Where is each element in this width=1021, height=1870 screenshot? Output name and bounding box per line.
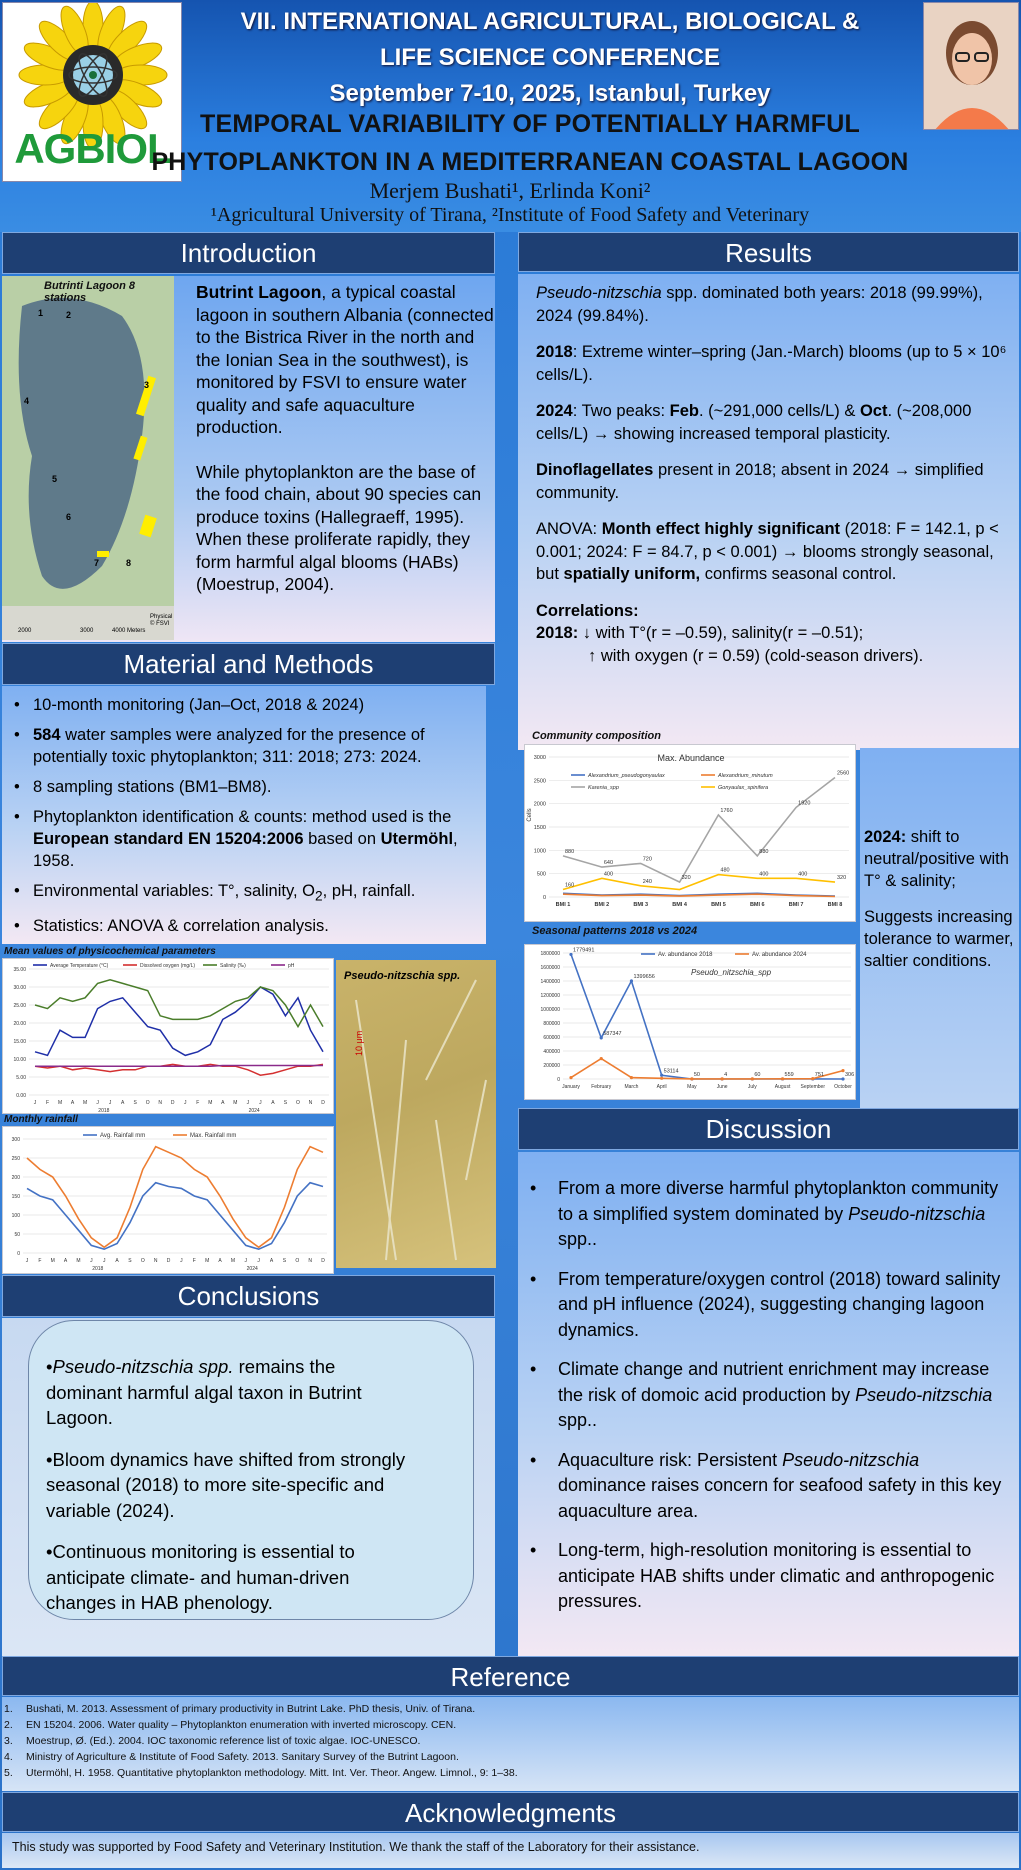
x-tick-label: M [233, 1100, 238, 1106]
conference-name-line1: VII. INTERNATIONAL AGRICULTURAL, BIOLOGICAL & [240, 8, 860, 35]
x-tick-label: J [96, 1100, 99, 1106]
x-tick-label: M [76, 1258, 81, 1264]
x-tick-label: A [120, 1100, 125, 1106]
data-label: 306 [845, 1071, 855, 1078]
x-tick-label: October [834, 1084, 852, 1090]
x-tick-label: A [115, 1258, 119, 1264]
series-line-1 [571, 1059, 843, 1079]
lagoon-map-image [2, 276, 174, 640]
reference-text: EN 15204. 2006. Water quality – Phytoplankton enumeration with inverted microscopy. CEN. [26, 1719, 457, 1731]
x-tick-label: J [90, 1258, 93, 1264]
x-group-label: 2018 [92, 1266, 104, 1272]
x-tick-label: J [108, 1100, 112, 1106]
results-text [536, 282, 1014, 667]
results-item [536, 341, 1014, 386]
group-label: Dinoflagellates [536, 461, 654, 479]
results-side-note [864, 826, 1016, 972]
y-tick-label: 35.00 [13, 967, 26, 973]
x-tick-label: M [50, 1258, 55, 1264]
discussion-text: spp.. [558, 1410, 598, 1430]
data-label: 587347 [603, 1030, 622, 1037]
data-label: 751 [814, 1071, 824, 1078]
x-tick-label: N [308, 1100, 313, 1106]
y-tick-label: 1600000 [540, 965, 560, 971]
data-label: 1760 [720, 807, 733, 814]
results-item [536, 459, 1014, 504]
reference-number: 1. [4, 1703, 13, 1715]
data-label: 559 [784, 1071, 794, 1078]
conclusion-item: •Continuous monitoring is essential to anticipate climate- and human-driven changes in HAB phenology. [46, 1541, 355, 1613]
data-label: 4 [724, 1071, 728, 1078]
x-tick-label: J [246, 1100, 250, 1106]
x-tick-label: J [180, 1258, 183, 1264]
series-line-0 [27, 1183, 323, 1250]
y-tick-label: 3000 [533, 755, 546, 761]
map-station-label: 2 [66, 310, 72, 320]
x-tick-label: March [624, 1084, 639, 1090]
x-tick-label: N [308, 1258, 312, 1264]
discussion-item [530, 1176, 1008, 1253]
data-label: 240 [642, 878, 652, 885]
x-tick-label: S [282, 1258, 287, 1264]
community-caption: Community composition [532, 730, 661, 742]
x-tick-label: July [747, 1084, 757, 1090]
y-tick-label: 500 [536, 871, 546, 878]
y-tick-label: 200000 [543, 1063, 560, 1069]
data-label: 60 [754, 1071, 761, 1078]
map-station-label: 8 [126, 558, 132, 568]
x-tick-label: J [33, 1100, 37, 1106]
legend-entry: Av. abundance 2018 [658, 952, 713, 958]
y-tick-label: 5.00 [16, 1075, 26, 1081]
methods-item-text: water samples were analyzed for the presence of potentially toxic phytoplankton; 311: 2018; 273: 2024. [33, 726, 425, 766]
reference-item [4, 1701, 1004, 1717]
results-item [536, 600, 1014, 668]
y-tick-label: 800000 [543, 1021, 560, 1027]
results-item-text: . (~291,000 cells/L) & [698, 402, 860, 420]
microscope-caption: Pseudo-nitzschia spp. [344, 970, 461, 982]
x-tick-label: M [208, 1100, 213, 1106]
conference-date: September 7-10, 2025, Istanbul, Turkey [329, 80, 771, 107]
map-station-label: 6 [66, 512, 72, 522]
data-label: 53114 [663, 1068, 679, 1075]
results-item [536, 282, 1014, 327]
poster-title-line1: TEMPORAL VARIABILITY OF POTENTIALLY HARMFUL [199, 110, 860, 138]
data-label: 400 [603, 871, 614, 878]
data-point [600, 1057, 603, 1060]
year-label: 2024: [864, 828, 907, 846]
poster-title-line2: PHYTOPLANKTON IN A MEDITERRANEAN COASTAL LAGOON [151, 148, 909, 176]
discussion-text: Climate change and nutrient enrichment may increase the risk of domoic acid production by [558, 1359, 990, 1405]
data-label: 1920 [798, 800, 811, 807]
x-tick-label: J [244, 1258, 248, 1264]
reference-number: 2. [4, 1719, 13, 1731]
x-tick-label: J [257, 1258, 260, 1264]
methods-item-text: based on [303, 830, 381, 848]
reference-text: Moestrup, Ø. (Ed.). 2004. IOC taxonomic reference list of toxic algae. IOC-UNESCO. [26, 1735, 421, 1747]
map-station-label: 7 [94, 558, 100, 568]
conclusions-heading: Conclusions [2, 1275, 495, 1317]
x-tick-label: April [656, 1084, 667, 1090]
x-tick-label: M [230, 1258, 235, 1264]
discussion-list [530, 1176, 1008, 1629]
methods-item-text: Phytoplankton identification & counts: method used is the [33, 808, 452, 826]
x-tick-label: A [218, 1258, 222, 1264]
legend-entry: Dissolved oxygen (mg/L) [140, 963, 196, 969]
x-tick-label: BMI 2 [594, 902, 610, 908]
intro-paragraph-1: , a typical coastal lagoon in southern Albania (connected to the Bistrica River in the north and the Ionian Sea in the southwest), is monitored by FSVI to ensure water quality and safe aquaculture production. [196, 282, 494, 437]
taxon-name: Pseudo-nitzschia [848, 1203, 986, 1224]
x-tick-label: January [562, 1084, 580, 1090]
x-tick-label: O [296, 1100, 300, 1106]
rainfall-chart [2, 1126, 334, 1274]
x-tick-label: D [321, 1100, 325, 1106]
x-tick-label: D [166, 1258, 171, 1264]
discussion-text: From a more diverse harmful phytoplankton community to a simplified system dominated by [558, 1178, 999, 1224]
x-tick-label: S [283, 1100, 288, 1106]
discussion-heading: Discussion [518, 1108, 1019, 1150]
y-tick-label: 1000000 [540, 1007, 560, 1013]
results-item-text: ↓ with T°(r = –0.59), salinity(r = –0.51); [578, 624, 864, 642]
results-item-text: ↑ with oxygen (r = 0.59) (cold-season drivers). [588, 646, 924, 665]
x-tick-label: J [259, 1100, 262, 1106]
map-station-label: 4 [24, 396, 30, 406]
bullet: • [46, 1356, 53, 1377]
y-tick-label: 10.00 [13, 1057, 26, 1063]
diatom-chains-icon [336, 960, 496, 1268]
community-chart [524, 744, 856, 922]
data-label: 50 [693, 1071, 701, 1078]
discussion-item: • From temperature/oxygen control (2018) toward salinity and pH influence (2024), suggesting changing lagoon dynamics. [530, 1267, 1008, 1344]
methods-item: • 8 sampling stations (BM1–BM8). [8, 776, 486, 798]
x-tick-label: September [800, 1084, 826, 1090]
y-tick-label: 30.00 [13, 985, 26, 991]
results-item-text: ANOVA: [536, 520, 602, 538]
x-tick-label: M [57, 1100, 63, 1106]
y-tick-label: 20.00 [13, 1021, 26, 1027]
side-note-item [864, 826, 1016, 892]
methods-item-text: , 1958. [33, 830, 458, 870]
x-tick-label: O [140, 1258, 145, 1264]
results-item [536, 518, 1014, 586]
x-tick-label: M [83, 1100, 88, 1106]
legend-entry: Max. Rainfall mm [190, 1133, 237, 1139]
y-tick-label: 0 [542, 895, 546, 901]
conference-name-line2: LIFE SCIENCE CONFERENCE [379, 44, 721, 71]
reference-text: Utermöhl, H. 1958. Quantitative phytoplankton methodology. Mitt. Int. Ver. Theor. Angew. Limnol., 9: 1–38. [26, 1767, 518, 1779]
x-tick-label: BMI 6 [749, 902, 765, 908]
taxon-name: Pseudo-nitzschia spp. [52, 1356, 234, 1377]
y-tick-label: 150 [11, 1194, 20, 1200]
y-tick-label: 15.00 [13, 1039, 26, 1045]
results-item-text: spp. dominated both years: 2018 (99.99%), 2024 (99.84%). [536, 284, 983, 325]
y-tick-label: 1500 [533, 825, 546, 831]
x-tick-label: A [269, 1258, 274, 1264]
standard-name: European standard EN 15204:2006 [33, 830, 304, 848]
introduction-text [196, 281, 494, 618]
data-label: 160 [565, 882, 575, 889]
reference-text: Ministry of Agriculture & Institute of Food Safety. 2013. Sanitary Survey of the Butrint Lagoon. [26, 1751, 459, 1763]
y-axis-label: Cells [527, 808, 533, 822]
year-label: 2018: [536, 624, 579, 642]
data-label: 880 [565, 848, 575, 855]
data-label: 1399656 [633, 974, 655, 981]
seasonal-chart [524, 944, 856, 1100]
x-tick-label: BMI 8 [827, 902, 843, 908]
map-scale-label: 3000 [80, 628, 94, 634]
side-note-item: Suggests increasing tolerance to warmer, saltier conditions. [864, 908, 1014, 970]
x-tick-label: F [38, 1258, 42, 1264]
taxon-name: Pseudo-nitzschia [855, 1384, 993, 1405]
x-tick-label: BMI 7 [788, 902, 804, 908]
year-label: 2024 [536, 402, 573, 420]
x-tick-label: A [70, 1100, 75, 1106]
x-tick-label: D [170, 1100, 175, 1106]
data-point [630, 1076, 633, 1079]
data-label: 720 [642, 856, 652, 863]
anova-finding: spatially uniform, [563, 565, 701, 583]
y-tick-label: 1400000 [540, 979, 560, 985]
y-tick-label: 250 [11, 1156, 20, 1162]
seasonal-chart-svg [525, 945, 857, 1101]
results-item-text: . (~208,000 cells/L) → showing increased temporal plasticity. [536, 402, 972, 443]
methods-list [8, 694, 486, 945]
introduction-heading: Introduction [2, 232, 495, 274]
x-tick-label: O [295, 1258, 300, 1264]
data-label: 320 [681, 875, 691, 882]
data-label: 880 [759, 848, 769, 855]
rainfall-chart-svg [3, 1127, 335, 1275]
reference-number: 3. [4, 1735, 13, 1747]
methods-item: • 10-month monitoring (Jan–Oct, 2018 & 2024) [8, 694, 486, 716]
results-item-text: : Two peaks: [572, 402, 670, 420]
data-point [660, 1077, 663, 1080]
seasonal-caption: Seasonal patterns 2018 vs 2024 [532, 925, 698, 937]
month-label: Oct [859, 402, 888, 420]
x-tick-label: S [128, 1258, 132, 1264]
discussion-item: • Long-term, high-resolution monitoring is essential to anticipate HAB shifts under climatic and anthropogenic pressures. [530, 1538, 1008, 1615]
x-tick-label: February [591, 1084, 612, 1090]
reference-heading: Reference [2, 1656, 1019, 1696]
map-scale-label: 2000 [18, 628, 32, 634]
results-item [536, 400, 1014, 445]
results-item-text: : Extreme winter–spring (Jan.-March) blooms (up to 5 × 10⁶ cells/L). [536, 343, 1007, 384]
y-tick-label: 1000 [533, 848, 546, 855]
x-tick-label: August [774, 1084, 791, 1090]
y-tick-label: 2000 [533, 801, 546, 808]
legend-entry: Avg. Rainfall mm [100, 1133, 146, 1139]
lagoon-map [2, 276, 174, 640]
x-tick-label: BMI 5 [711, 902, 726, 908]
legend-entry: pH [288, 963, 295, 969]
sample-count: 584 [33, 726, 61, 744]
series-line-2 [563, 778, 835, 883]
conclusion-text: remains the dominant harmful algal taxon in Butrint Lagoon. [46, 1356, 362, 1428]
acknowledgments-heading: Acknowledgments [2, 1792, 1019, 1832]
reference-item [4, 1749, 1004, 1765]
chart-title: Max. Abundance [657, 753, 725, 763]
methods-item-text: Environmental variables: T°, salinity, O [33, 882, 316, 900]
data-label: 400 [759, 871, 769, 878]
anova-finding: Month effect highly significant [601, 520, 841, 538]
x-tick-label: F [196, 1100, 200, 1106]
reference-item [4, 1717, 1004, 1733]
authors: Merjem Bushati¹, Erlinda Koni² [369, 178, 651, 203]
x-tick-label: D [321, 1258, 325, 1264]
x-tick-label: M [205, 1258, 210, 1264]
y-tick-label: 600000 [543, 1035, 560, 1041]
map-station-label: 5 [52, 474, 58, 484]
x-tick-label: N [158, 1100, 163, 1106]
y-tick-label: 1200000 [540, 993, 560, 999]
x-tick-label: BMI 4 [672, 902, 687, 908]
discussion-text: dominance raises concern for seafood safety in this key aquaculture area. [558, 1475, 1002, 1521]
methods-heading: Material and Methods [2, 643, 495, 685]
affiliations: ¹Agricultural University of Tirana, ²Institute of Food Safety and Veterinary [210, 204, 810, 226]
rainfall-caption: Monthly rainfall [4, 1114, 78, 1125]
map-station-label: 3 [144, 380, 150, 390]
legend-entry: Av. abundance 2024 [752, 952, 807, 958]
y-tick-label: 0 [557, 1077, 560, 1083]
correlations-label: Correlations: [536, 601, 639, 620]
y-tick-label: 1800000 [540, 951, 560, 957]
x-tick-label: J [102, 1258, 106, 1264]
legend-entry: Salinity (‰) [220, 963, 246, 969]
conclusion-item: •Bloom dynamics have shifted from strongly seasonal (2018) to more site-specific and variable (2024). [46, 1448, 406, 1521]
methods-item [8, 880, 486, 907]
legend-entry: Gonyaulax_spinifera [718, 785, 769, 791]
x-tick-label: A [221, 1100, 225, 1106]
data-label: 2560 [837, 770, 850, 777]
y-tick-label: 200 [11, 1175, 20, 1181]
results-item-text: present in 2018; absent in 2024 → simplified community. [536, 461, 984, 502]
x-tick-label: BMI 1 [555, 902, 571, 908]
physchem-chart-svg [3, 959, 335, 1115]
svg-text:10 μm: 10 μm [354, 1030, 364, 1056]
x-tick-label: J [184, 1100, 187, 1106]
legend-entry: Alexandrium_pseudogonyaulax [588, 773, 665, 779]
methods-item [8, 724, 486, 768]
y-tick-label: 2500 [533, 778, 546, 785]
x-tick-label: O [145, 1100, 150, 1106]
community-chart-svg [525, 745, 857, 923]
x-tick-label: May [687, 1084, 697, 1090]
side-note-text: shift to neutral/positive with T° & salinity; [864, 828, 1009, 890]
reference-number: 4. [4, 1751, 13, 1763]
physchem-caption: Mean values of physicochemical parameters [4, 946, 216, 957]
results-item-text: (2018: F = 142.1, p < 0.001; 2024: F = 84.7, p < 0.001) → blooms strongly seasonal, but [536, 520, 999, 583]
y-tick-label: 100 [11, 1213, 20, 1219]
legend-entry: Karenia_spp [588, 785, 619, 791]
methods-item: • Statistics: ANOVA & correlation analysis. [8, 915, 486, 937]
map-station-label: 1 [38, 308, 44, 318]
x-tick-label: N [153, 1258, 158, 1264]
data-label: 1779491 [573, 947, 595, 954]
reference-item [4, 1733, 1004, 1749]
logo-text: AGBIOL [14, 125, 172, 172]
conclusions-text [46, 1354, 416, 1632]
x-tick-label: June [716, 1084, 728, 1090]
data-label: 640 [603, 860, 614, 867]
x-tick-label: J [25, 1258, 29, 1264]
discussion-text: Aquaculture risk: Persistent [558, 1449, 783, 1470]
y-tick-label: 0 [17, 1251, 20, 1257]
reference-number: 5. [4, 1767, 13, 1779]
method-author: Utermöhl [380, 830, 454, 848]
intro-lagoon-name: Butrint Lagoon [196, 282, 322, 302]
map-credit: Physical © FSVI [150, 614, 173, 627]
series-line-0 [35, 987, 323, 1055]
data-point [569, 1076, 572, 1079]
taxon-name: Pseudo-nitzschia [536, 284, 662, 302]
taxon-name: Pseudo-nitzschia [782, 1449, 920, 1470]
x-tick-label: S [133, 1100, 137, 1106]
x-tick-label: A [63, 1258, 68, 1264]
acknowledgments-text: This study was supported by Food Safety and Veterinary Institution. We thank the staff of the Laboratory for their assistance. [12, 1840, 700, 1854]
data-label: 480 [720, 867, 730, 874]
reference-item [4, 1765, 1004, 1781]
methods-item [8, 806, 486, 872]
discussion-text: spp.. [558, 1229, 598, 1249]
discussion-item [530, 1357, 1008, 1434]
data-label: 320 [837, 875, 847, 882]
x-tick-label: F [45, 1100, 50, 1106]
y-tick-label: 25.00 [13, 1003, 26, 1009]
map-scale-label: 4000 Meters [112, 628, 146, 634]
conclusion-item [46, 1354, 416, 1431]
x-tick-label: A [271, 1100, 275, 1106]
results-heading: Results [518, 232, 1019, 272]
y-tick-label: 300 [11, 1137, 20, 1143]
x-group-label: 2024 [248, 1108, 260, 1114]
x-group-label: 2018 [98, 1108, 110, 1114]
reference-list [4, 1701, 1004, 1781]
physchem-chart [2, 958, 334, 1114]
microscope-image [336, 960, 496, 1268]
x-tick-label: F [192, 1258, 196, 1264]
y-tick-label: 0.00 [16, 1093, 26, 1099]
y-tick-label: 50 [14, 1232, 20, 1238]
reference-text: Bushati, M. 2013. Assessment of primary productivity in Butrint Lake. PhD thesis, Univ. of Tirana. [26, 1703, 476, 1715]
year-label: 2018 [536, 343, 573, 361]
legend-entry: Average Temperature (°C) [50, 963, 109, 969]
discussion-item [530, 1448, 1008, 1525]
intro-paragraph-2: While phytoplankton are the base of the food chain, about 90 species can produce toxins (Hallegraeff, 1995). When these proliferate rapidly, they form harmful algal blooms (HABs) (Moestrup, 2004). [196, 461, 482, 594]
methods-item-text: , pH, rainfall. [322, 882, 416, 900]
chart-title: Pseudo_nitzschia_spp [690, 968, 772, 977]
map-caption: Butrinti Lagoon 8 stations [44, 280, 136, 304]
series-line-3 [35, 1066, 323, 1067]
x-tick-label: BMI 3 [633, 902, 649, 908]
x-group-label: 2024 [246, 1266, 258, 1272]
subscript: 2 [315, 888, 323, 904]
results-item-text: confirms seasonal control. [700, 565, 897, 583]
y-tick-label: 400000 [543, 1049, 560, 1055]
data-label: 400 [798, 871, 808, 878]
month-label: Feb [669, 402, 699, 420]
legend-entry: Alexandrium_minutum [718, 773, 773, 779]
